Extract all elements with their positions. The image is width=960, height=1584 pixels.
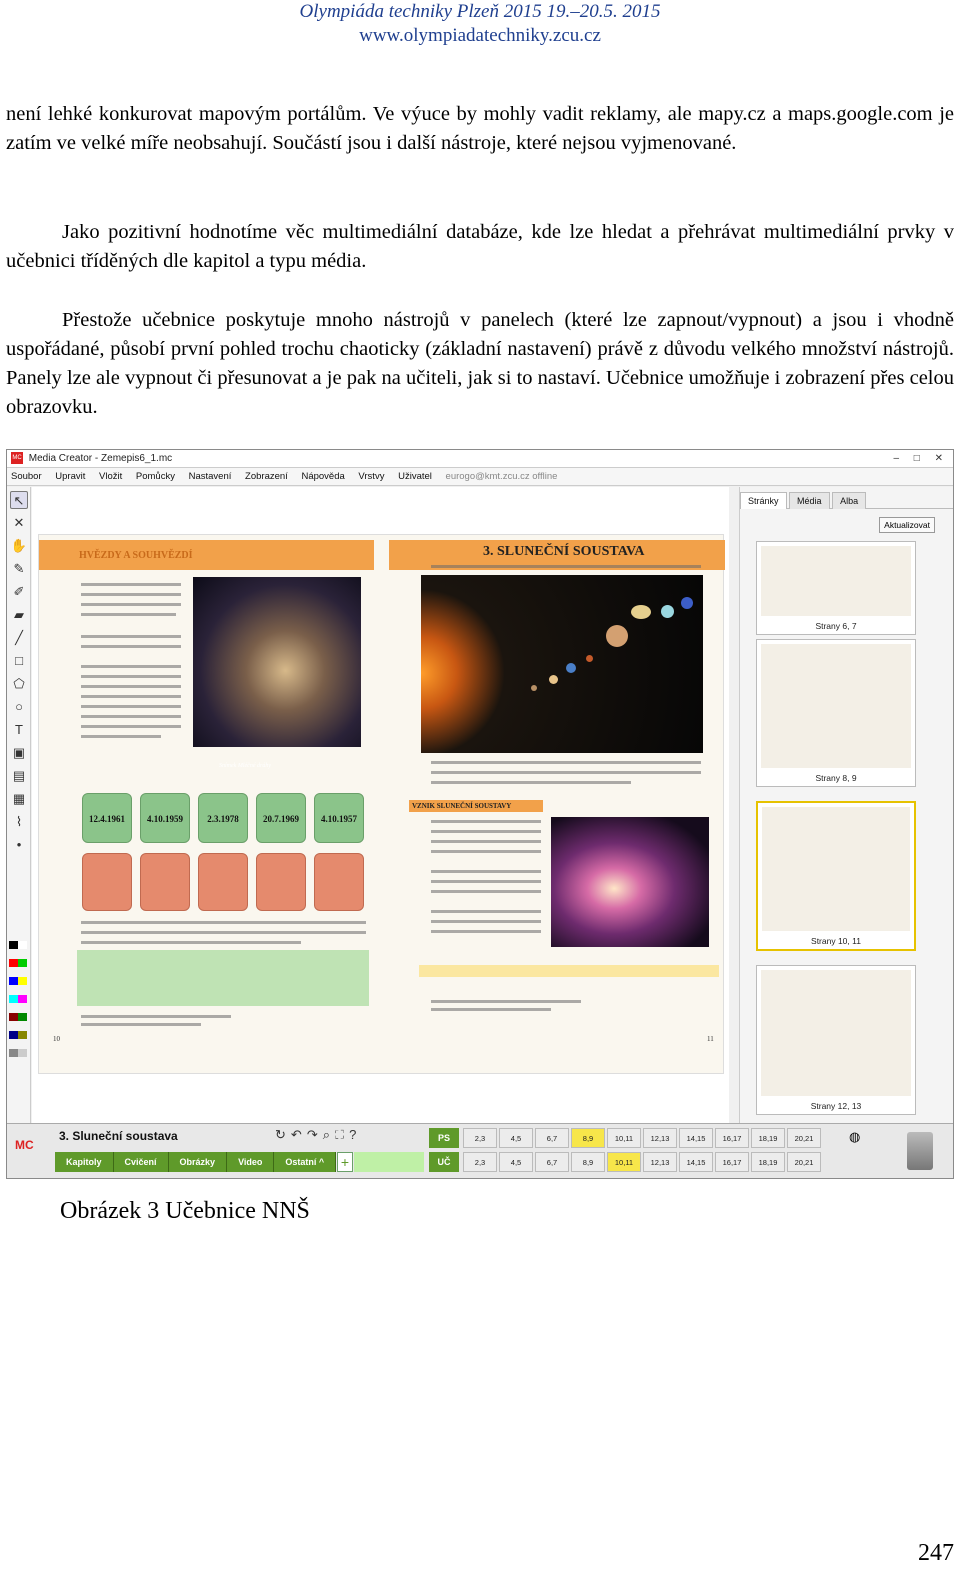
pipette-icon[interactable]: ⌇ [15, 814, 23, 829]
milky-way-photo[interactable] [193, 577, 361, 747]
undo-icon[interactable]: ↶ [290, 1127, 307, 1142]
planet-saturn [631, 605, 651, 619]
text-line [431, 880, 541, 883]
uc-label: UČ [429, 1152, 459, 1172]
nav-tools [275, 1127, 361, 1143]
page-cell[interactable]: 2,3 [463, 1152, 497, 1172]
video-button[interactable]: Video [227, 1152, 274, 1172]
page-thumbnail[interactable] [756, 541, 916, 635]
date-card[interactable]: 4.10.1957 [314, 793, 364, 843]
section-label: VZNIK SLUNEČNÍ SOUSTAVY [409, 800, 543, 812]
ellipse-icon[interactable]: ○ [15, 699, 23, 714]
fullscreen-icon[interactable]: ⛶ [335, 1127, 350, 1142]
hand-icon[interactable]: ✋ [10, 538, 28, 553]
planet-venus [549, 675, 558, 684]
paragraph-3 [6, 306, 954, 422]
menu-napoveda[interactable]: Nápověda [301, 471, 345, 482]
thumbnail-label: Strany 8, 9 [815, 773, 857, 783]
rotate-icon[interactable]: ↻ [275, 1127, 291, 1142]
text-line [81, 705, 181, 708]
text-line [81, 735, 161, 738]
polygon-icon[interactable]: ⬠ [13, 676, 25, 691]
text-line [431, 761, 701, 764]
date-card[interactable]: 4.10.1959 [140, 793, 190, 843]
date-cards [82, 793, 367, 845]
page-cell[interactable]: 8,9 [571, 1128, 605, 1148]
exercise-bar [419, 965, 719, 977]
tab-media[interactable]: Média [789, 492, 830, 509]
date-card[interactable]: 2.3.1978 [198, 793, 248, 843]
page-cell[interactable]: 12,13 [643, 1128, 677, 1148]
page-cell[interactable]: 12,13 [643, 1152, 677, 1172]
text-line [81, 931, 366, 934]
help-icon[interactable]: ? [349, 1127, 362, 1142]
tab-stranky[interactable]: Stránky [740, 492, 787, 509]
text-line [431, 771, 701, 774]
page-cell[interactable]: 4,5 [499, 1128, 533, 1148]
text-line [431, 1008, 551, 1011]
text-line [431, 781, 631, 784]
text-line [81, 613, 176, 616]
page-cell[interactable]: 16,17 [715, 1128, 749, 1148]
line-icon[interactable]: ╱ [15, 630, 23, 645]
text-line [431, 870, 541, 873]
menu-soubor[interactable]: Soubor [11, 471, 42, 482]
text-line [81, 941, 301, 944]
figure-caption: Obrázek 3 Učebnice NNŠ [60, 1198, 310, 1224]
window-controls[interactable]: – □ ✕ [893, 453, 949, 464]
text-line [81, 921, 366, 924]
orion-nebula-photo[interactable] [551, 817, 709, 947]
menu-zobrazeni[interactable]: Zobrazení [245, 471, 288, 482]
page-cell[interactable]: 14,15 [679, 1152, 713, 1172]
page-header [0, 0, 960, 48]
ostatni-button[interactable]: Ostatní ^ [274, 1152, 336, 1172]
stamp-icon[interactable]: ▣ [12, 745, 26, 760]
text-line [81, 583, 181, 586]
window-title: Media Creator - Zemepis6_1.mc [28, 453, 173, 464]
left-toolbar [7, 487, 31, 1123]
trash-icon[interactable] [907, 1132, 933, 1170]
text-line [81, 715, 181, 718]
pages-panel [739, 487, 954, 1123]
page-thumbnail-selected[interactable] [756, 801, 916, 951]
paragraph-text: Přestože učebnice poskytuje mnoho nástrojů v panelech (které lze zapnout/vypnout) a jsou i vhodně uspořádané, působí první pohled trochu chaoticky (základní nastavení) právě z důvodu velkého množství nástrojů. Panely lze ale vypnout či přesunovat a je pak na učiteli, jak si to nastaví. Učebnice umožňuje i zobrazení přes celou obrazovku. [6, 309, 954, 418]
menu-uzivatel[interactable]: Uživatel [398, 471, 432, 482]
event-card[interactable] [256, 853, 306, 911]
paragraph-text: není lehké konkurovat mapovým portálům. Ve výuce by mohly vadit reklamy, ale mapy.cz a maps.google.com je zatím ve velké míře neobsahují. Součástí jsou i další nástroje, které nejsou vyjmenované. [6, 103, 954, 154]
right-page-number: 11 [707, 1035, 714, 1043]
text-line [81, 1023, 201, 1026]
palette-icon[interactable]: ◍ [849, 1129, 861, 1144]
header-url: www.olympiadatechniky.zcu.cz [359, 25, 601, 46]
page-cell[interactable]: 20,21 [787, 1152, 821, 1172]
window-titlebar [7, 450, 953, 468]
paragraph-2 [6, 218, 954, 276]
planet-mercury [531, 685, 537, 691]
mc-logo-icon: MC [15, 1138, 34, 1152]
galaxy-caption: Snímek Mléčné dráhy [219, 763, 271, 769]
text-line [431, 1000, 581, 1003]
menu-bar [7, 468, 953, 486]
rectangle-icon[interactable]: □ [15, 653, 23, 668]
left-page-number: 10 [53, 1035, 60, 1043]
thumbnail-label: Strany 12, 13 [810, 1101, 862, 1111]
kapitoly-button[interactable]: Kapitoly [55, 1152, 114, 1172]
header-event: Olympiáda techniky Plzeň 2015 19.–20.5. 2015 [299, 1, 661, 22]
text-line [81, 645, 181, 648]
text-line [81, 665, 181, 668]
add-icon[interactable]: + [337, 1152, 353, 1172]
panel-tabs [740, 487, 954, 509]
obrazky-button[interactable]: Obrázky [169, 1152, 228, 1172]
text-line [431, 840, 541, 843]
menu-nastaveni[interactable]: Nastavení [188, 471, 232, 482]
text-line [431, 565, 701, 568]
thumbnail-preview [761, 644, 911, 768]
user-status: eurogo@kmt.zcu.cz offline [445, 471, 558, 482]
image-icon[interactable]: ▤ [12, 768, 26, 783]
text-line [81, 675, 181, 678]
thumbnail-preview [761, 546, 911, 616]
planet-uranus [661, 605, 674, 618]
text-line [81, 593, 181, 596]
text-line [431, 830, 541, 833]
eraser-icon[interactable]: ▰ [14, 607, 24, 622]
capture-icon[interactable]: ▦ [12, 791, 26, 806]
page-cell[interactable]: 14,15 [679, 1128, 713, 1148]
page-number: 247 [918, 1540, 954, 1566]
page-cell[interactable]: 6,7 [535, 1128, 569, 1148]
size-slider-icon[interactable]: • [16, 837, 22, 852]
planet-neptune [681, 597, 693, 609]
thumbnail-label: Strany 10, 11 [811, 936, 861, 946]
event-card[interactable] [140, 853, 190, 911]
text-line [431, 850, 541, 853]
update-button[interactable]: Aktualizovat [879, 517, 935, 533]
tab-alba[interactable]: Alba [832, 492, 866, 509]
page-cell[interactable]: 18,19 [751, 1152, 785, 1172]
pen-icon[interactable]: ✎ [13, 561, 25, 576]
page-cell[interactable]: 18,19 [751, 1128, 785, 1148]
text-line [81, 695, 181, 698]
thumbnail-label: Strany 6, 7 [815, 621, 857, 631]
text-line [81, 725, 181, 728]
menu-vrstvy[interactable]: Vrstvy [358, 471, 385, 482]
event-card[interactable] [82, 853, 132, 911]
chapter-buttons [55, 1152, 336, 1172]
app-screenshot [6, 449, 954, 1179]
text-line [431, 910, 541, 913]
no-pointer-icon[interactable]: ✕ [13, 515, 25, 530]
search-field[interactable] [354, 1152, 424, 1172]
book-canvas[interactable] [32, 487, 729, 1123]
event-cards [82, 853, 367, 913]
menu-upravit[interactable]: Upravit [55, 471, 86, 482]
page-cell[interactable]: 20,21 [787, 1128, 821, 1148]
page-cell[interactable]: 10,11 [607, 1152, 641, 1172]
redo-icon[interactable]: ↷ [306, 1127, 323, 1142]
app-logo-icon: MC [11, 452, 23, 464]
text-line [81, 603, 181, 606]
ps-label: PS [429, 1128, 459, 1148]
text-line [431, 930, 541, 933]
page-cell[interactable]: 4,5 [499, 1152, 533, 1172]
planet-jupiter [606, 625, 628, 647]
planet-earth [566, 663, 576, 673]
page-cell[interactable]: 10,11 [607, 1128, 641, 1148]
page-cell[interactable]: 2,3 [463, 1128, 497, 1148]
event-card[interactable] [314, 853, 364, 911]
menu-pomucky[interactable]: Pomůcky [135, 471, 175, 482]
text-line [81, 635, 181, 638]
left-page-title: HVĚZDY A SOUHVĚZDÍ [79, 550, 193, 561]
date-card[interactable]: 20.7.1969 [256, 793, 306, 843]
planet-mars [586, 655, 593, 662]
pointer-icon[interactable]: ↖ [10, 491, 28, 509]
page-thumbnail[interactable] [756, 639, 916, 787]
page-thumbnail[interactable] [756, 965, 916, 1115]
thumbnail-preview [761, 970, 911, 1096]
text-line [81, 685, 181, 688]
marker-icon[interactable]: ✐ [13, 584, 25, 599]
text-line [81, 1015, 231, 1018]
right-page-title: 3. SLUNEČNÍ SOUSTAVA [483, 544, 645, 559]
summary-box [77, 950, 369, 1006]
textbook-spread [38, 534, 724, 1074]
menu-vlozit[interactable]: Vložit [99, 471, 123, 482]
zoom-icon[interactable]: ⌕ [322, 1127, 335, 1142]
thumbnail-preview [762, 807, 910, 931]
bottom-navigation [7, 1123, 954, 1179]
page-cell[interactable]: 8,9 [571, 1152, 605, 1172]
text-line [431, 890, 541, 893]
paragraph-text: Jako pozitivní hodnotíme věc multimediální databáze, kde lze hledat a přehrávat multimediální prvky v učebnici tříděných dle kapitol a typu média. [6, 221, 954, 272]
solar-system-photo[interactable] [421, 575, 703, 753]
current-section: 3. Sluneční soustava [59, 1129, 178, 1143]
page-cell[interactable]: 6,7 [535, 1152, 569, 1172]
page-cell[interactable]: 16,17 [715, 1152, 749, 1172]
text-line [431, 920, 541, 923]
text-icon[interactable]: T [15, 722, 23, 737]
paragraph-1 [6, 100, 954, 158]
cviceni-button[interactable]: Cvičení [114, 1152, 169, 1172]
text-line [431, 820, 541, 823]
color-palette[interactable] [9, 937, 29, 1063]
date-card[interactable]: 12.4.1961 [82, 793, 132, 843]
event-card[interactable] [198, 853, 248, 911]
